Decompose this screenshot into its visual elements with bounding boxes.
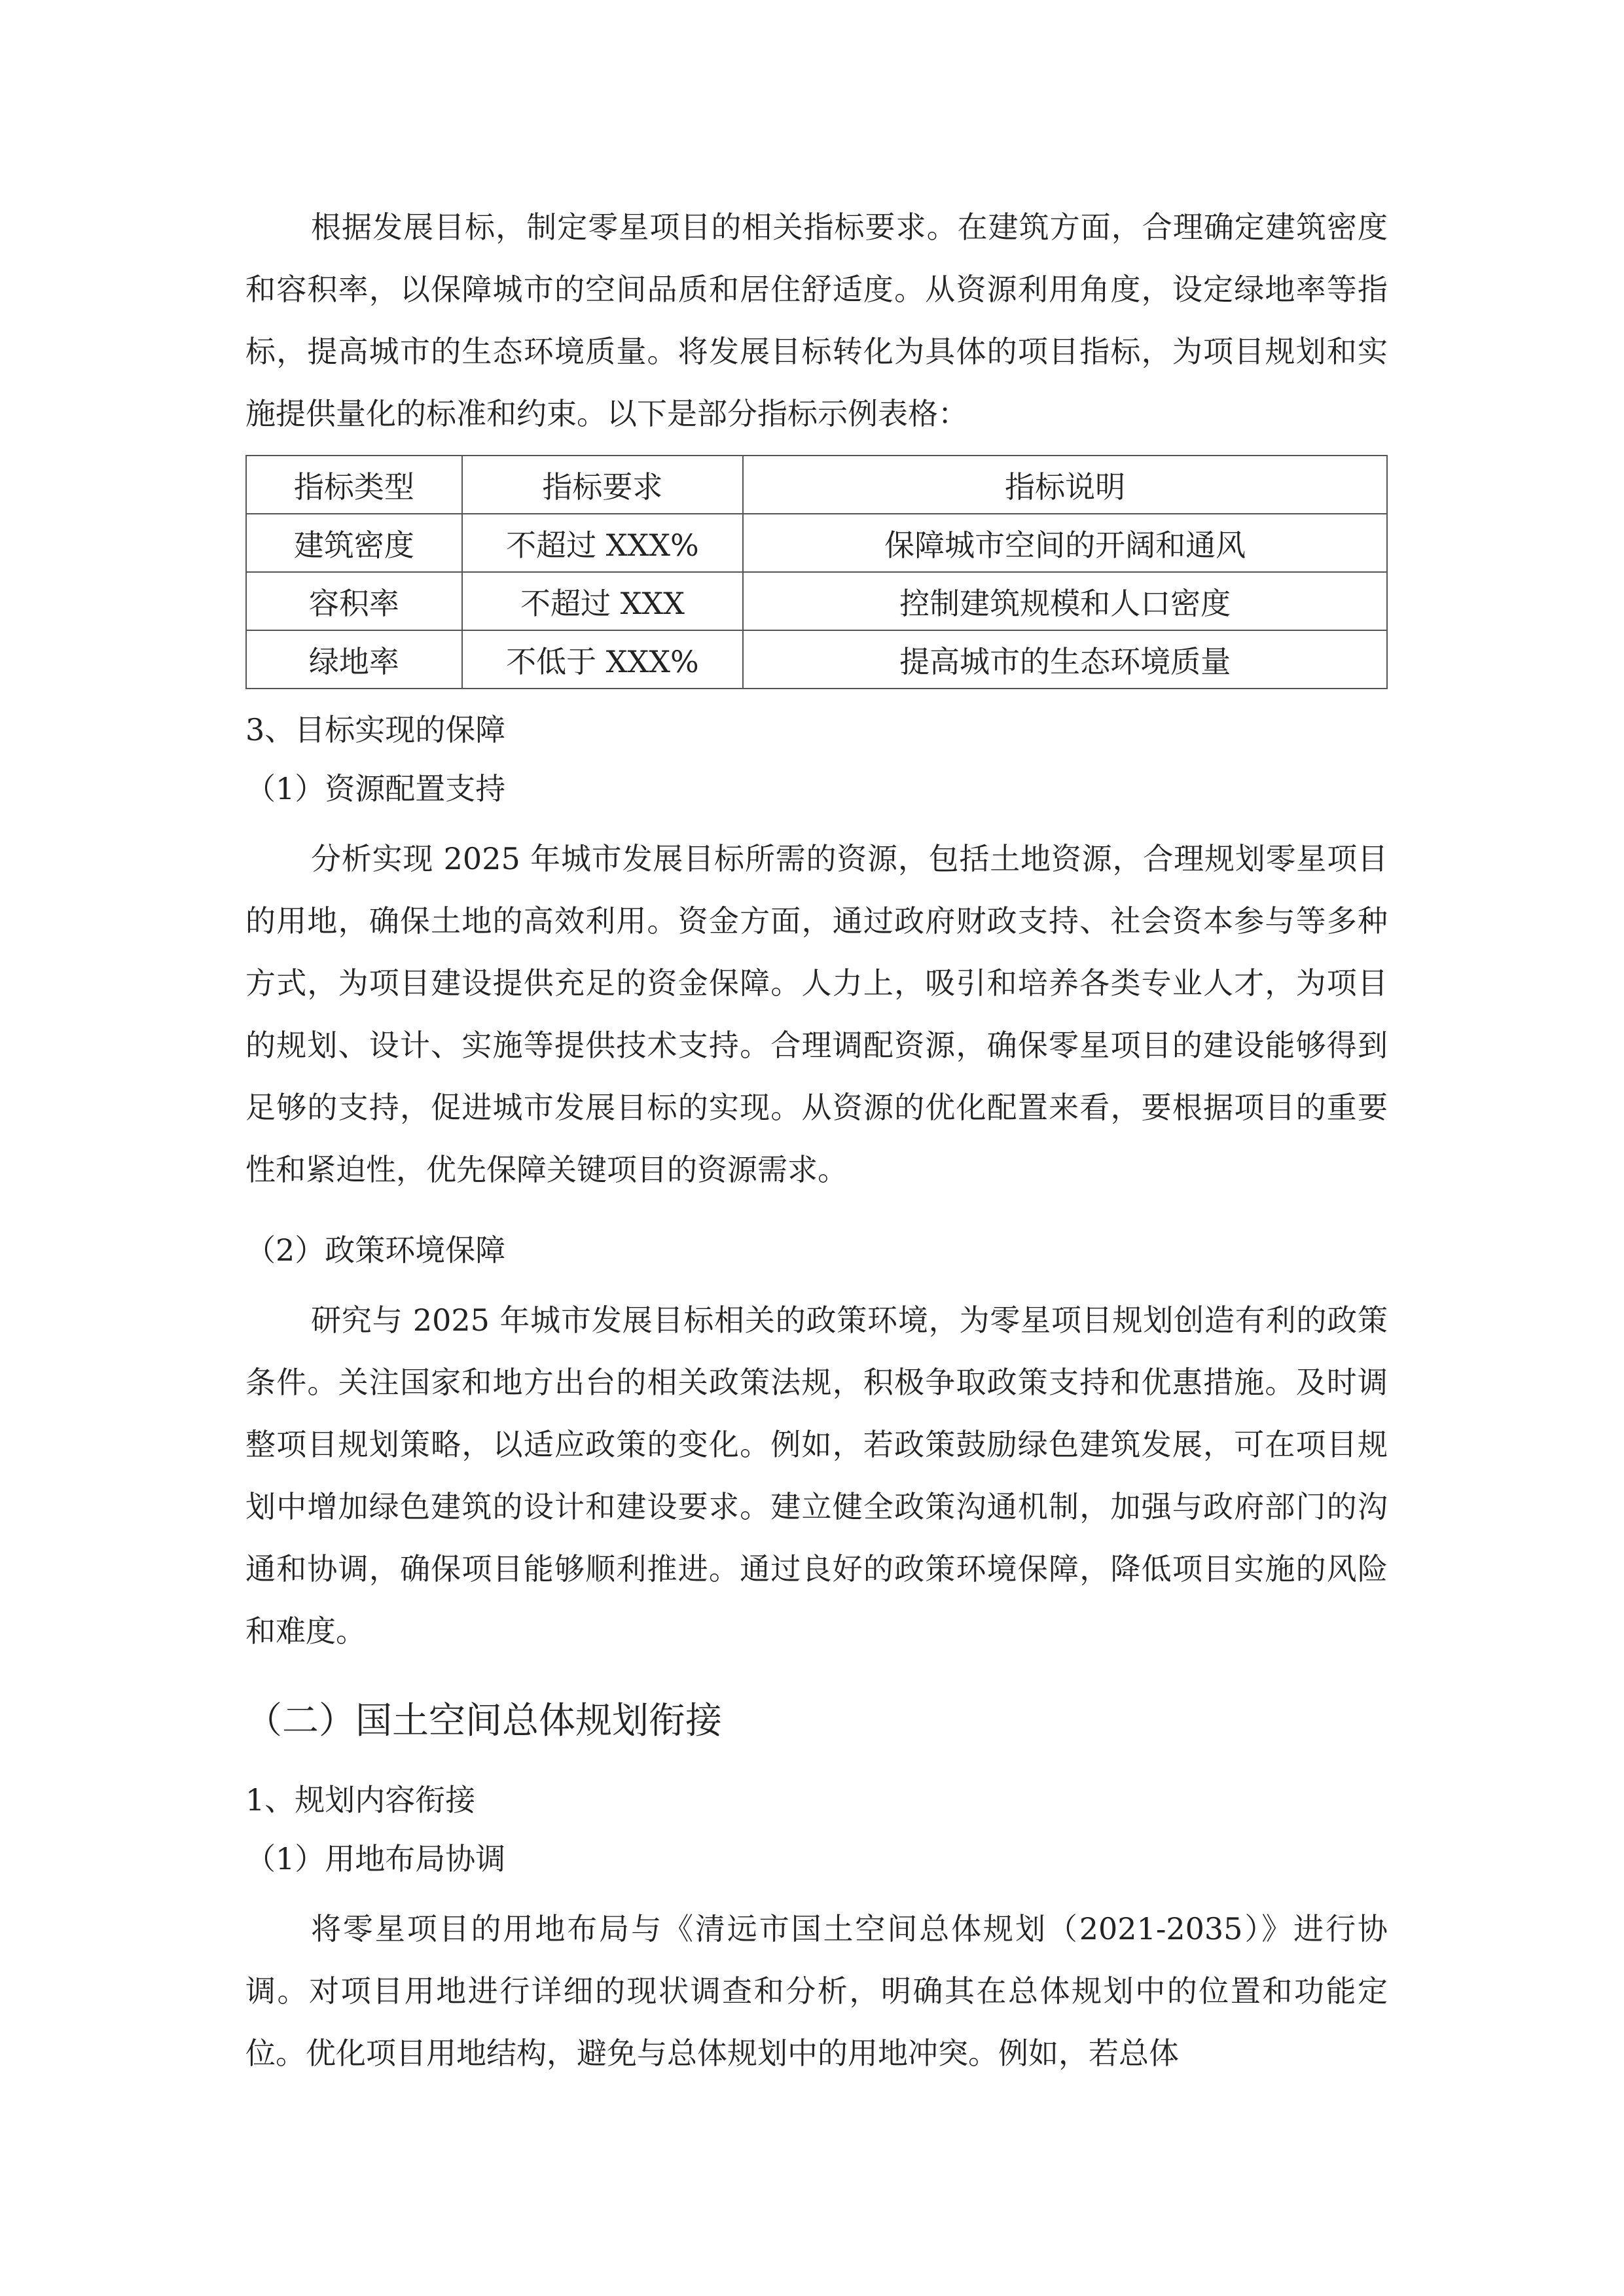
- table-cell: 建筑密度: [246, 514, 462, 572]
- paragraph-policy-environment: 研究与 2025 年城市发展目标相关的政策环境，为零星项目规划创造有利的政策条件。关注国家和地方出台的相关政策法规，积极争取政策支持和优惠措施。及时调整项目规划策略，以适应政策的变化。例如，若政策鼓励绿色建筑发展，可在项目规划中增加绿色建筑的设计和建设要求。建立健全政策沟通机制，加强与政府部门的沟通和协调，确保项目能够顺利推进。通过良好的政策环境保障，降低项目实施的风险和难度。: [245, 1302, 1388, 1649]
- section-title-land-planning: （二）国土空间总体规划衔接: [245, 1700, 722, 1742]
- subheading-policy-environment: （2）政策环境保障: [245, 1232, 506, 1268]
- subheading-resource-allocation: （1）资源配置支持: [245, 771, 506, 806]
- table-header-row: [246, 456, 1387, 514]
- table-cell: 控制建筑规模和人口密度: [743, 572, 1387, 630]
- table-row: [246, 630, 1387, 689]
- paragraph-resource-allocation: 分析实现 2025 年城市发展目标所需的资源，包括土地资源，合理规划零星项目的用地，确保土地的高效利用。资金方面，通过政府财政支持、社会资本参与等多种方式，为项目建设提供充足的资金保障。人力上，吸引和培养各类专业人才，为项目的规划、设计、实施等提供技术支持。合理调配资源，确保零星项目的建设能够得到足够的支持，促进城市发展目标的实现。从资源的优化配置来看，要根据项目的重要性和紧迫性，优先保障关键项目的资源需求。: [245, 841, 1388, 1187]
- heading-goal-guarantee: 3、目标实现的保障: [245, 712, 506, 747]
- subheading-land-layout: （1）用地布局协调: [245, 1841, 506, 1876]
- paragraph-land-layout: 将零星项目的用地布局与《清远市国土空间总体规划（2021-2035）》进行协调。对项目用地进行详细的现状调查和分析，明确其在总体规划中的位置和功能定位。优化项目用地结构，避免与总体规划中的用地冲突。例如，若总体: [245, 1911, 1388, 2071]
- table-header-cell: 指标说明: [743, 456, 1387, 514]
- table-row: [246, 514, 1387, 572]
- table-cell: 不低于 XXX%: [462, 630, 744, 689]
- heading-plan-content-connection: 1、规划内容衔接: [245, 1782, 476, 1818]
- intro-paragraph: 根据发展目标，制定零星项目的相关指标要求。在建筑方面，合理确定建筑密度和容积率，以保障城市的空间品质和居住舒适度。从资源利用角度，设定绿地率等指标，提高城市的生态环境质量。将发展目标转化为具体的项目指标，为项目规划和实施提供量化的标准和约束。以下是部分指标示例表格：: [245, 209, 1388, 431]
- table-cell: 不超过 XXX: [462, 572, 744, 630]
- table-cell: 提高城市的生态环境质量: [743, 630, 1387, 689]
- table-cell: 容积率: [246, 572, 462, 630]
- table-header-cell: 指标要求: [462, 456, 744, 514]
- table-cell: 不超过 XXX%: [462, 514, 744, 572]
- table-cell: 保障城市空间的开阔和通风: [743, 514, 1387, 572]
- table-row: [246, 572, 1387, 630]
- indicator-table: [245, 455, 1388, 689]
- table-header-cell: 指标类型: [246, 456, 462, 514]
- table-cell: 绿地率: [246, 630, 462, 689]
